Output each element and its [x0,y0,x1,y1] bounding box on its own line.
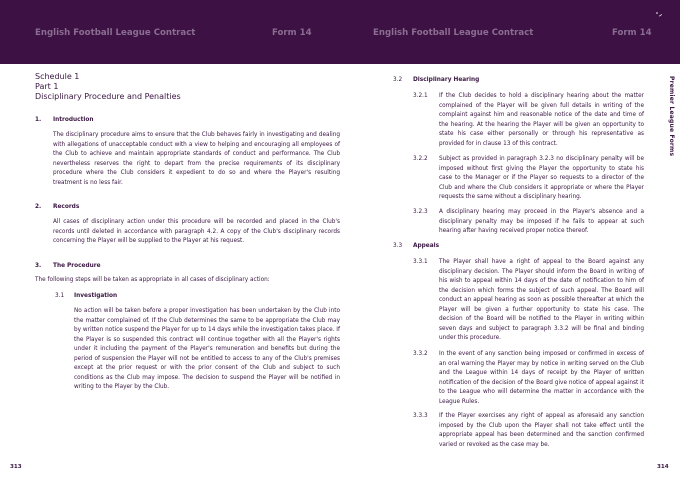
page-number-right: 314 [657,464,669,470]
clause-text: A disciplinary hearing may proceed in the Player's absence and a disciplinary penalty may be imposed if he fails to appear at such hearing after having received proper notice thereof. [439,209,644,235]
section-title: Records [53,204,80,210]
subsection-number: 3.2 [393,77,403,83]
subsection-number: 3.3 [393,243,403,249]
schedule-line: Disciplinary Procedure and Penalties [35,92,181,101]
clause-number: 3.3.2 [413,351,428,357]
header-title-right: English Football League Contract [373,28,534,38]
header-title-left: English Football League Contract [35,28,196,38]
clause-text: If the Player exercises any right of appeal as aforesaid any sanction imposed by the Club upon the Player shall not take effect until the appropriate appeal has been determined and the sanction confirmed varied or revoked as the case may be. [439,413,644,448]
lion-crown-icon [652,4,665,21]
page-number-left: 313 [10,464,22,470]
header-form-right: Form 14 [612,28,652,38]
subsection-title: Disciplinary Hearing [413,77,480,83]
subsection-title: Investigation [74,293,118,299]
clause-text: If the Club decides to hold a disciplinary hearing about the matter complained of the Player will be given full details in writing of the complaint against him and reasonable notice of the date and time of the hearing. At the hearing the Player will be given an opportunity to state his case either personally or through his representative as provided for in clause 13 of this contract. [439,93,644,147]
clause-number: 3.3.3 [413,413,428,419]
schedule-line: Part 1 [35,82,59,91]
section-text: All cases of disciplinary action under this procedure will be recorded and placed in the Club's records until deleted in accordance with paragraph 4.2. A copy of the Club's disciplinary records concerning the Player will be supplied to the Player at his request. [53,219,340,245]
subsection-number: 3.1 [55,293,65,299]
section-title: The Procedure [53,263,101,269]
section-number: 1. [35,117,42,123]
section-text: The following steps will be taken as appropriate in all cases of disciplinary action: [35,277,270,283]
clause-text: Subject as provided in paragraph 3.2.3 no disciplinary penalty will be imposed without first giving the Player the opportunity to state his case to the Manager or if the Player so requests to a director of the Club and where the Club considers it appropriate or where the Player requests the same without a disciplinary hearing. [439,156,644,201]
section-title: Introduction [53,117,94,123]
clause-text: The Player shall have a right of appeal to the Board against any disciplinary decision. The Player should inform the Board in writing of his wish to appeal within 14 days of the date of notification to him of the decision which forms the subject of such appeal. The Board will conduct an appeal hearing as soon as possible thereafter at which the Player will be given a further opportunity to state his case. The decision of the Board will be notified to the Player in writing within seven days and subject to paragraph 3.3.2 will be final and binding under this procedure. [439,259,644,342]
clause-number: 3.2.2 [413,156,428,162]
header-form-left: Form 14 [272,28,312,38]
section-number: 3. [35,263,42,269]
schedule-heading [35,72,235,102]
subsection-text: No action will be taken before a proper investigation has been undertaken by the Club into the matter complained of. If the Club determines the same to be appropriate the Club may by written notice suspend the Player for up to 14 days while the investigation takes place. If the Player is so suspended this contract will continue together with all the Player's rights under it including the payment of the Player's remuneration and benefits but during the period of suspension the Player will not be entitled to access to any of the Club's premises except at the prior request or with the prior consent of the Club and subject to such conditions as the Club may impose. The decision to suspend the Player will be notified in writing to the Player by the Club. [74,308,340,391]
section-number: 2. [35,204,42,210]
schedule-line: Schedule 1 [35,72,80,81]
page-header [0,0,680,64]
subsection-title: Appeals [413,243,440,249]
clause-number: 3.2.3 [413,209,428,215]
clause-number: 3.2.1 [413,93,428,99]
section-text: The disciplinary procedure aims to ensure that the Club behaves fairly in investigating and dealing with allegations of unacceptable conduct with a view to helping and encouraging all employees of the Club to achieve and maintain appropriate standards of conduct and performance. The Club nevertheless reserves the right to depart from the precise requirements of its disciplinary procedure where the Club considers it expedient to do so and where the Player's resulting treatment is no less fair. [53,132,340,186]
clause-number: 3.3.1 [413,259,428,265]
side-label: Premier League Forms [668,76,675,157]
clause-text: In the event of any sanction being imposed or confirmed in excess of an oral warning the Player may by notice in writing served on the Club and the League within 14 days of receipt by the Player of written notification of the decision of the Board give notice of appeal against it to the League who will determine the matter in accordance with the League Rules. [439,351,644,405]
